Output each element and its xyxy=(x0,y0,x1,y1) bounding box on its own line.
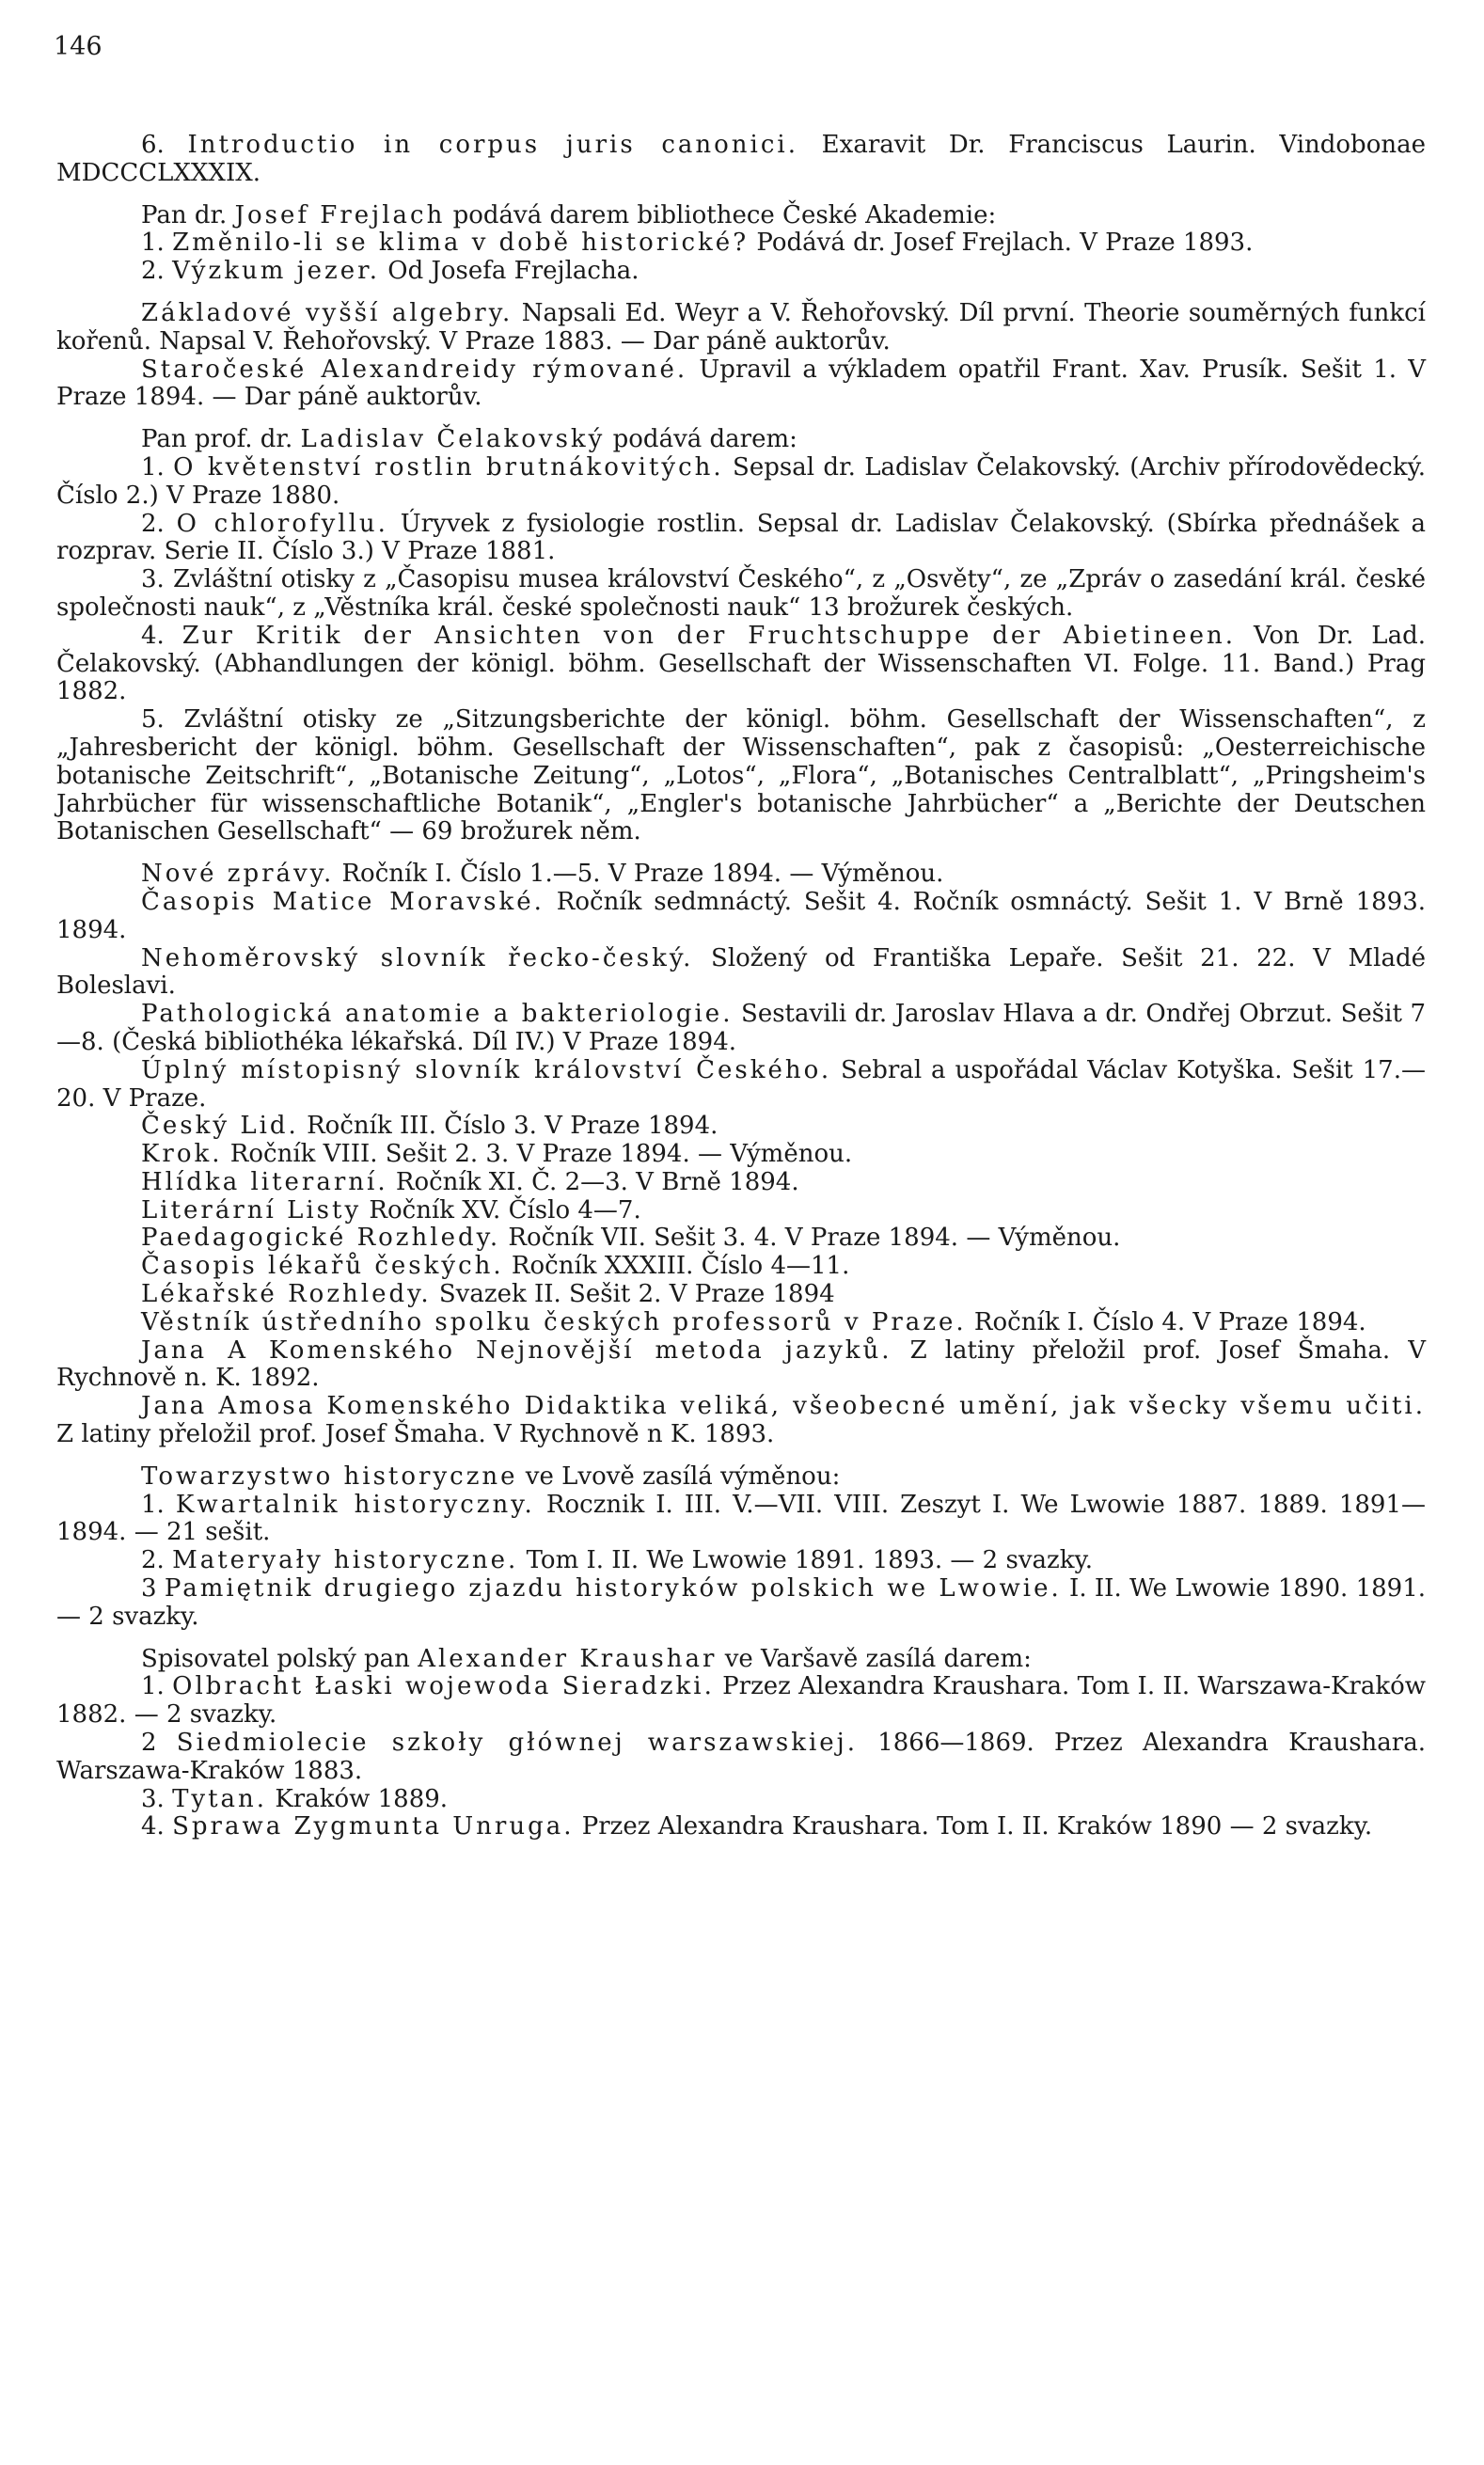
entry-label: 2. xyxy=(141,257,173,286)
entry-label: 2 xyxy=(141,1729,177,1758)
entry-text: Svazek II. Sešit 2. V Praze 1894 xyxy=(431,1280,835,1309)
text-paragraph xyxy=(56,356,1426,413)
text-paragraph xyxy=(56,1001,1426,1057)
text-paragraph xyxy=(56,1169,1426,1197)
text-paragraph xyxy=(56,426,1426,454)
section-gap xyxy=(56,846,1426,861)
entry-label: 3. xyxy=(141,1784,173,1813)
entry-text: Ročník sedmnáctý. Sešit 4. Ročník osmnáctý. Sešit 1. V Brně 1893. 1894. xyxy=(56,887,1426,944)
entry-label: Pan dr. xyxy=(141,200,235,229)
text-paragraph xyxy=(56,1281,1426,1309)
text-paragraph xyxy=(56,229,1426,258)
entry-title: Sprawa Zygmunta Unruga. xyxy=(172,1812,575,1841)
entry-title: Základové vyšší algebry. xyxy=(141,298,513,327)
entry-title: Lékařské Rozhledy. xyxy=(141,1280,432,1309)
section-gap xyxy=(56,1632,1426,1646)
entry-text: podává darem: xyxy=(605,425,797,454)
entry-text: Przez Alexandra Kraushara. Tom I. II. Warszawa-Kraków 1882. — 2 svazky. xyxy=(56,1672,1426,1730)
entry-title: O květenství rostlin brutnákovitých. xyxy=(173,452,724,482)
entry-text: podává darem bibliothece České Akademie: xyxy=(445,200,997,229)
entry-title: Výzkum jezer. xyxy=(172,257,380,286)
entry-title: Towarzystwo historyczne xyxy=(141,1462,518,1491)
entry-text: Zvláštní otisky z „Časopisu musea království Českého“, z „Osvěty“, ze „Zpráv o zasedání král. české společnosti nauk“, z „Věstníka král. české společnosti nauk“ 13 brožurek českých. xyxy=(56,565,1426,622)
entry-title: Pathologická anatomie a bakteriologie. xyxy=(141,1000,734,1029)
text-paragraph xyxy=(56,1393,1426,1449)
entry-label: 1. xyxy=(141,1672,173,1701)
text-paragraph xyxy=(56,202,1426,230)
entry-title: Siedmiolecie szkoły głównej warszawskiej. xyxy=(176,1729,858,1758)
text-paragraph xyxy=(56,1309,1426,1337)
entry-title: Tytan. xyxy=(172,1784,268,1813)
entry-label: 3. xyxy=(141,565,174,594)
entry-title: Věstník ústředního spolku českých professorů v Praze. xyxy=(141,1307,967,1336)
entry-text: Od Josefa Frejlacha. xyxy=(379,257,639,286)
entry-title: Kwartalnik historyczny. xyxy=(175,1490,535,1519)
text-paragraph xyxy=(56,1547,1426,1575)
entry-label: Spisovatel polský pan xyxy=(141,1644,418,1673)
text-paragraph xyxy=(56,566,1426,623)
entry-title: Paedagogické Rozhledy. xyxy=(141,1224,501,1253)
text-paragraph xyxy=(56,1197,1426,1225)
entry-text: Upravil a výkladem opatřil Frant. Xav. Prusík. Sešit 1. V Praze 1894. — Dar páně auktorův. xyxy=(56,355,1426,412)
entry-title: Zur Kritik der Ansichten von der Fruchtschuppe der Abietineen. xyxy=(182,621,1237,650)
entry-title: Úplný místopisný slovník království Českého. xyxy=(141,1055,832,1084)
entry-title: O chlorofyllu. xyxy=(176,509,388,538)
text-paragraph xyxy=(56,623,1426,706)
entry-text: Ročník III. Číslo 3. V Praze 1894. xyxy=(298,1112,718,1141)
entry-label: 6. xyxy=(141,131,188,159)
text-paragraph xyxy=(56,1575,1426,1632)
text-paragraph xyxy=(56,454,1426,511)
entry-label: 4. xyxy=(141,1812,173,1841)
entry-text: Von Dr. Lad. Čelakovský. (Abhandlungen der königl. böhm. Gesellschaft der Wissenschaften VI. Folge. 11. Band.) Prag 1882. xyxy=(56,621,1426,706)
entry-text: Podává dr. Josef Frejlach. V Praze 1893. xyxy=(749,229,1254,258)
entry-text: Z latiny přeložil prof. Josef Šmaha. V Rychnově n. K. 1892. xyxy=(56,1335,1426,1393)
text-paragraph xyxy=(56,1813,1426,1841)
section-gap xyxy=(56,412,1426,426)
entry-label: 1. xyxy=(141,1490,176,1519)
text-paragraph xyxy=(56,132,1426,188)
entry-text: Kraków 1889. xyxy=(267,1784,449,1813)
text-paragraph xyxy=(56,1253,1426,1281)
entry-title: Časopis Matice Moravské. xyxy=(141,887,545,916)
entry-text: Exaravit Dr. Franciscus Laurin. Vindobonae MDCCCLXXXIX. xyxy=(56,131,1426,187)
text-paragraph xyxy=(56,1057,1426,1114)
entry-title: Materyały historyczne. xyxy=(172,1546,519,1575)
entry-text: Ročník VIII. Sešit 2. 3. V Praze 1894. — Výměnou. xyxy=(222,1140,853,1169)
entry-title: Hlídka literarní. xyxy=(141,1167,388,1196)
text-paragraph xyxy=(56,1225,1426,1253)
document-body xyxy=(56,132,1426,1841)
text-paragraph xyxy=(56,1730,1426,1786)
text-paragraph xyxy=(56,511,1426,567)
entry-text: Ročník XI. Č. 2—3. V Brně 1894. xyxy=(387,1167,799,1196)
entry-text: Ročník XXXIII. Číslo 4—11. xyxy=(503,1252,850,1281)
entry-text: ve Lvově zasílá výměnou: xyxy=(517,1462,841,1491)
entry-label: 1. xyxy=(141,452,174,482)
entry-text: Složený od Františka Lepaře. Sešit 21. 22. V Mladé Boleslavi. xyxy=(56,943,1427,1001)
entry-label: 5. xyxy=(141,705,184,735)
section-gap xyxy=(56,286,1426,300)
text-paragraph xyxy=(56,1492,1426,1548)
entry-text: ve Varšavě zasílá darem: xyxy=(717,1644,1032,1673)
entry-title: Introductio in corpus juris canonici. xyxy=(187,131,799,159)
entry-title: Alexander Kraushar xyxy=(418,1644,718,1673)
entry-text: I. II. We Lwowie 1890. 1891. — 2 svazky. xyxy=(56,1574,1427,1631)
entry-text: Ročník I. Číslo 1.—5. V Praze 1894. — Výměnou. xyxy=(334,860,944,889)
text-paragraph xyxy=(56,706,1426,846)
entry-title: Olbracht Łaski wojewoda Sieradzki. xyxy=(172,1672,715,1701)
entry-text: Z latiny přeložil prof. Josef Šmaha. V Rychnově n K. 1893. xyxy=(56,1420,775,1449)
entry-title: Literární Listy xyxy=(141,1195,362,1225)
entry-label: 2. xyxy=(141,509,177,538)
entry-title: Nové zprávy. xyxy=(141,860,335,889)
entry-title: Nehoměrovský slovník řecko-český. xyxy=(141,943,694,972)
entry-text: Sepsal dr. Ladislav Čelakovský. (Archiv přírodovědecký. Číslo 2.) V Praze 1880. xyxy=(56,452,1426,510)
entry-title: Změnilo-li se klima v době historické? xyxy=(172,229,750,258)
entry-title: Krok. xyxy=(141,1140,223,1169)
page-number: 146 xyxy=(54,32,103,61)
text-paragraph xyxy=(56,300,1426,356)
entry-title: Pamiętnik drugiego zjazdu historyków polskich we Lwowie. xyxy=(164,1574,1062,1604)
entry-text: Zvláštní otisky ze „Sitzungsberichte der königl. böhm. Gesellschaft der Wissenschaften“, z „Jahresbericht der königl. böhm. Gesellschaft der Wissenschaften“, pak z časopisů: „Oesterreichische botanische Zeitschrift“, „Botanische Zeitung“, „Lotos“, „Flora“, „Botanisches Centralblatt“, „Pringsheim's Jahrbücher für wissenschaftliche Botanik“, „Engler's botanische Jahrbücher“ a „Berichte der Deutschen Botanischen Gesellschaft“ — 69 brožurek něm. xyxy=(56,705,1427,846)
entry-label: 1. xyxy=(141,229,173,258)
entry-text: Úryvek z fysiologie rostlin. Sepsal dr. Ladislav Čelakovský. (Sbírka přednášek a rozprav. Serie II. Číslo 3.) V Praze 1881. xyxy=(56,509,1427,566)
entry-label: 3 xyxy=(141,1574,165,1604)
entry-title: Josef Frejlach xyxy=(234,200,446,229)
entry-text: 1866—1869. Przez Alexandra Kraushara. Warszawa-Kraków 1883. xyxy=(56,1729,1426,1785)
entry-text: Ročník XV. Číslo 4—7. xyxy=(361,1195,641,1225)
text-paragraph xyxy=(56,945,1426,1002)
text-paragraph xyxy=(56,1463,1426,1492)
entry-text: Sestavili dr. Jaroslav Hlava a dr. Ondřej Obrzut. Sešit 7—8. (Česká bibliothéka lékařská. Díl IV.) V Praze 1894. xyxy=(56,1000,1426,1056)
entry-title: Jana A Komenského Nejnovější metoda jazyků. xyxy=(141,1335,892,1365)
text-paragraph xyxy=(56,1141,1426,1169)
entry-text: Przez Alexandra Kraushara. Tom I. II. Kraków 1890 — 2 svazky. xyxy=(574,1812,1373,1841)
text-paragraph xyxy=(56,1673,1426,1730)
entry-text: Ročník I. Číslo 4. V Praze 1894. xyxy=(966,1307,1366,1336)
section-gap xyxy=(56,188,1426,202)
text-paragraph xyxy=(56,1337,1426,1394)
entry-title: Staročeské Alexandreidy rýmované. xyxy=(141,355,688,384)
entry-title: Český Lid. xyxy=(141,1112,299,1141)
section-gap xyxy=(56,1449,1426,1463)
entry-label: Pan prof. dr. xyxy=(141,425,301,454)
entry-label: 4. xyxy=(141,621,182,650)
entry-text: Tom I. II. We Lwowie 1891. 1893. — 2 svazky. xyxy=(518,1546,1093,1575)
entry-text: Napsali Ed. Weyr a V. Řehořovský. Díl první. Theorie souměrných funkcí kořenů. Napsal V. Řehořovský. V Praze 1883. — Dar páně auktorův. xyxy=(56,298,1426,356)
entry-text: Sebral a uspořádal Václav Kotyška. Sešit 17.—20. V Praze. xyxy=(56,1055,1426,1113)
text-paragraph xyxy=(56,861,1426,889)
text-paragraph xyxy=(56,1113,1426,1141)
entry-text: Ročník VII. Sešit 3. 4. V Praze 1894. — Výměnou. xyxy=(500,1224,1121,1253)
text-paragraph xyxy=(56,1786,1426,1814)
entry-title: Ladislav Čelakovský xyxy=(300,425,606,454)
entry-title: Časopis lékařů českých. xyxy=(141,1252,504,1281)
entry-label: 2. xyxy=(141,1546,173,1575)
text-paragraph xyxy=(56,1646,1426,1674)
text-paragraph xyxy=(56,889,1426,945)
entry-text: Rocznik I. III. V.—VII. VIII. Zeszyt I. We Lwowie 1887. 1889. 1891—1894. — 21 sešit. xyxy=(56,1490,1426,1547)
text-paragraph xyxy=(56,258,1426,286)
entry-title: Jana Amosa Komenského Didaktika veliká, všeobecné umění, jak všecky všemu učiti. xyxy=(141,1392,1426,1421)
